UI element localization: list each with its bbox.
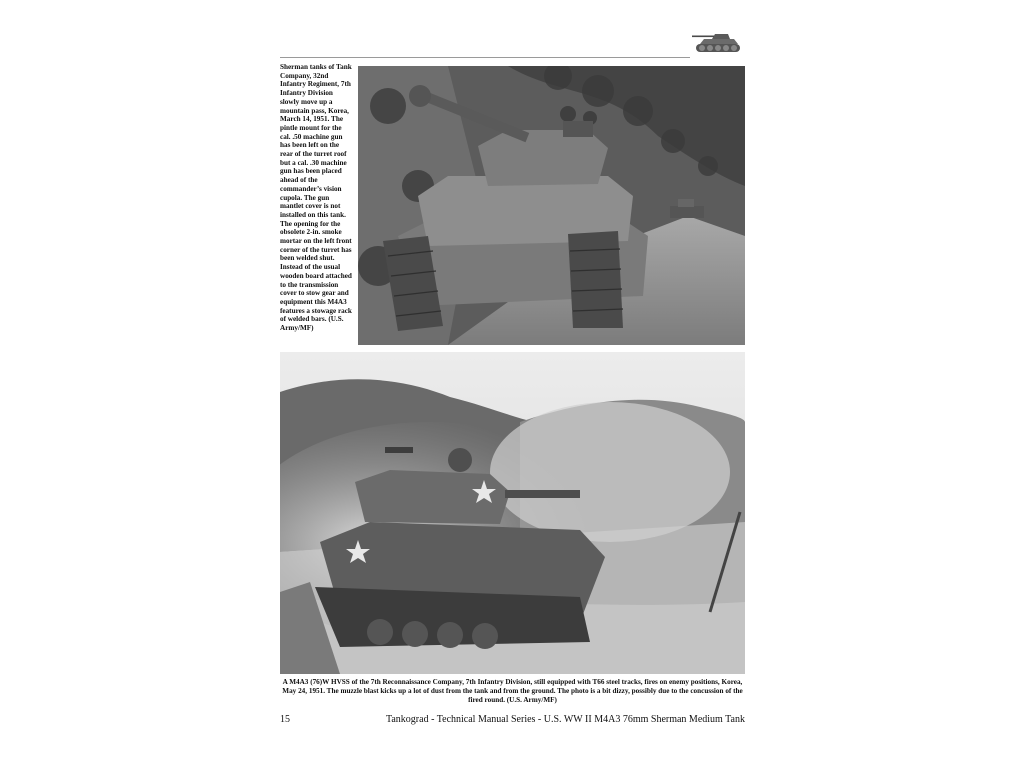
header-rule bbox=[280, 57, 690, 58]
page-number: 15 bbox=[280, 714, 290, 725]
running-footer: Tankograd - Technical Manual Series - U.S. WW II M4A3 76mm Sherman Medium Tank bbox=[385, 714, 745, 725]
bottom-caption: A M4A3 (76)W HVSS of the 7th Reconnaissance Company, 7th Infantry Division, still equipped with T66 steel tracks, fires on enemy positions, Korea, May 24, 1951. The muzzle blast kicks up a lot of dust from the tank and from the ground. The photo is a bit dizzy, possibly due to the concussion of the fired round. (U.S. Army/MF) bbox=[282, 678, 743, 704]
photo-m4a3-firing bbox=[280, 352, 745, 674]
tank-silhouette-icon bbox=[690, 30, 746, 56]
side-caption: Sherman tanks of Tank Company, 32nd Infantry Regiment, 7th Infantry Division slowly move up a mountain pass, Korea, March 14, 1951. The pintle mount for the cal. .50 machine gun has been left on the rear of the turret roof but a cal. .30 machine gun has been placed ahead of the commander’s vision cupola. The gun mantlet cover is not installed on this tank. The opening for the obsolete 2-in. smoke mortar on the left front corner of the turret has been welded shut. Instead of the usual wooden board attached to the transmission cover to stow gear and equipment this M4A3 features a stowage rack of welded bars. (U.S. Army/MF) bbox=[280, 63, 352, 333]
photo-sherman-mountain-pass bbox=[358, 66, 745, 345]
